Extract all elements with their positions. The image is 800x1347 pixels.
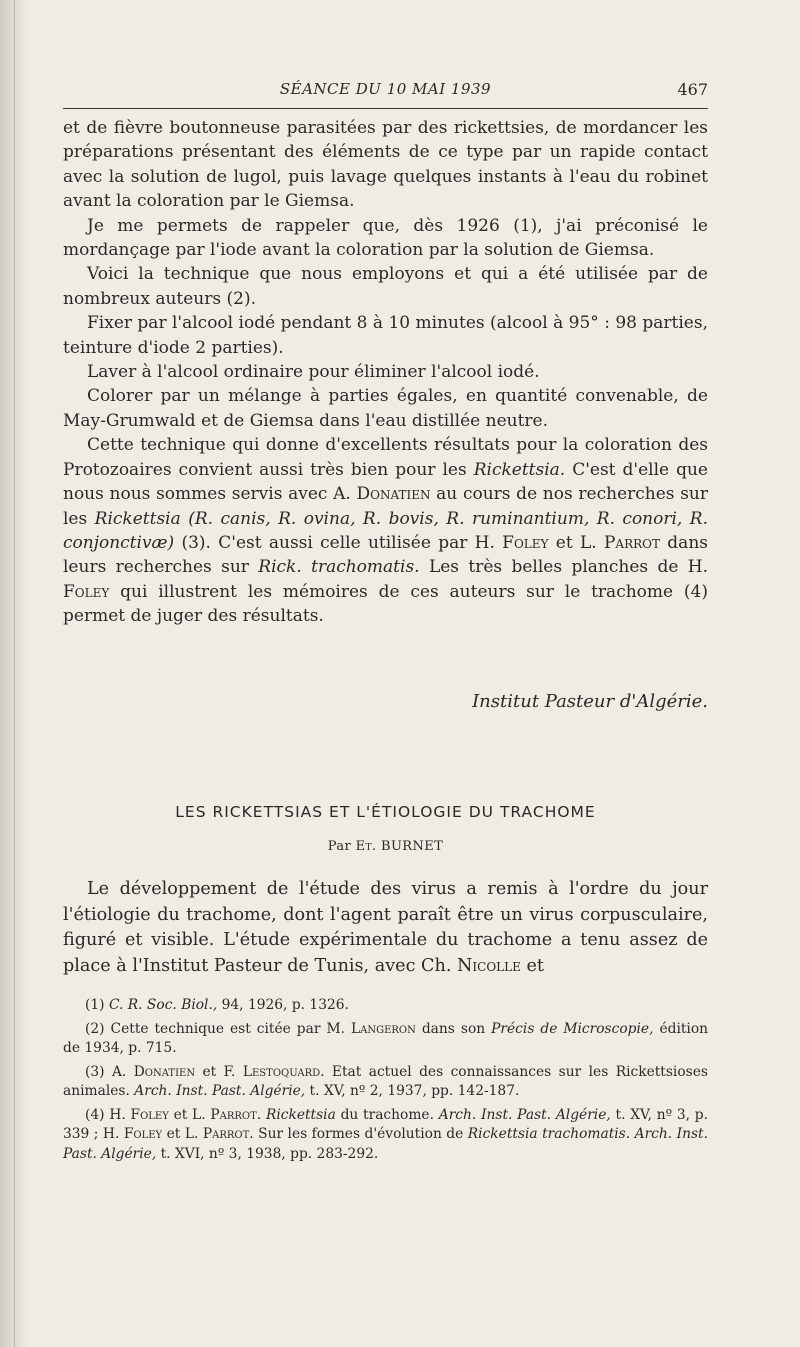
footnote-number: (3) (85, 1063, 112, 1080)
italic-run: C. R. Soc. Biol., (108, 997, 218, 1013)
text-run: Les très belles planches de H. (419, 557, 709, 578)
byline-par: Par (327, 839, 352, 854)
text-run: t. XV, nº 3, p. 339 ; H. (63, 1106, 708, 1142)
text-run: (3). C'est aussi celle utilisée par H. (174, 532, 503, 553)
text-run: qui illustrent les mémoires de ces auteurs sur le trachome (4) permet de juger des résultats. (63, 581, 708, 627)
text-run: C'est d'elle que nous nous sommes servis avec A. (63, 459, 708, 505)
footnote-4 (63, 1106, 708, 1165)
text-run: et L. (548, 532, 604, 553)
header-rule (63, 108, 708, 109)
author-name: Parrot (603, 532, 660, 553)
footnote-number: (2) (85, 1020, 111, 1037)
italic-run: Précis de Microscopie, (491, 1020, 654, 1037)
footnote-3 (63, 1063, 708, 1102)
author-name: Foley (63, 581, 110, 602)
paragraph-6: Colorer par un mélange à parties égales, en quantité convenable, de May-Grumwald et de Giemsa dans l'eau distillée neutre. (63, 386, 708, 431)
footnote-2 (63, 1020, 708, 1059)
text-run: Cette technique qui donne d'excellents résultats pour la coloration des Protozoaires convient aussi très bien pour les (63, 435, 708, 480)
author-name: Langeron (350, 1020, 416, 1037)
text-run: du trachome. (335, 1106, 439, 1123)
byline (63, 839, 708, 854)
italic-run: Rickettsia (265, 1106, 336, 1123)
body-text (63, 116, 708, 629)
text-run: . Etat actuel des connaissances sur les Rickettsioses animales. (63, 1063, 708, 1099)
intro-paragraph (63, 877, 708, 979)
affiliation: Institut Pasteur d'Algérie. (472, 691, 708, 712)
text-run: t. XVI, nº 3, 1938, pp. 283-292. (156, 1145, 379, 1162)
text-run: H. (109, 1106, 131, 1123)
paragraph-7 (63, 433, 708, 628)
section-intro (63, 877, 708, 979)
text-run: et L. (168, 1106, 211, 1123)
running-title: SÉANCE DU 10 MAI 1939 (279, 80, 492, 98)
paragraph-3: Voici la technique que nous employons et qui a été utilisée par de nombreux auteurs (2). (63, 264, 708, 309)
paragraph-5: Laver à l'alcool ordinaire pour éliminer l'alcool iodé. (87, 362, 540, 383)
page-number: 467 (677, 80, 708, 99)
author-name: Donatien (133, 1063, 196, 1080)
text-run: dans leurs recherches sur (63, 532, 708, 578)
text-run: Cette technique est citée par M. (110, 1020, 351, 1037)
book-spine-shadow (0, 0, 30, 1347)
footnote-number: (1) (85, 997, 109, 1013)
paragraph-4: Fixer par l'alcool iodé pendant 8 à 10 minutes (alcool à 95° : 98 parties, teinture d'iode 2 parties). (63, 313, 708, 358)
text-run: Le développement de l'étude des virus a remis à l'ordre du jour l'étiologie du trachome, dont l'agent paraît être un virus corpusculaire, figuré et visible. L'étude expérimentale du trachome a tenu assez de place à l'Institut Pasteur de Tunis, avec Ch. (63, 879, 708, 976)
author-name: Lestoquard (242, 1063, 321, 1080)
italic-run: Rickettsia trachomatis. Arch. Inst. Past. Algérie, (63, 1126, 708, 1162)
footnote-1 (63, 996, 708, 1016)
author-name: Foley (130, 1106, 169, 1123)
italic-run: Rickettsia (R. canis, R. ovina, R. bovis, R. ruminantium, R. conori, R. conjonctivæ) (63, 508, 708, 553)
author-name: Nicolle (457, 955, 521, 976)
italic-run: Rick. trachomatis. (258, 557, 420, 578)
text-run: . Sur les formes d'évolution de (249, 1126, 468, 1142)
section-title: LES RICKETTSIAS ET L'ÉTIOLOGIE DU TRACHOME (175, 803, 596, 821)
text-run: au cours de nos recherches sur les (63, 484, 708, 529)
paragraph-1: et de fièvre boutonneuse parasitées par des rickettsies, de mordancer les préparations présentant des éléments de ce type par un rapide contact avec la solution de lugol, puis lavage quelques instants à l'eau du robinet avant la coloration par le Giemsa. (63, 118, 708, 212)
text-run: et (520, 955, 544, 976)
text-run: et F. (195, 1063, 243, 1080)
spine-line (14, 0, 15, 1347)
text-run: édition de 1934, p. 715. (63, 1020, 709, 1056)
author-name: Donatien (356, 484, 431, 505)
text-run: dans son (415, 1020, 492, 1037)
author-name: Foley (502, 532, 549, 553)
author-name: Foley (123, 1126, 163, 1142)
text-run: A. (111, 1063, 134, 1080)
text-run: et L. (162, 1126, 203, 1142)
paragraph-2: Je me permets de rappeler que, dès 1926 (1), j'ai préconisé le mordançage par l'iode avant la coloration par la solution de Giemsa. (63, 215, 708, 261)
text-run: . (256, 1106, 266, 1123)
italic-run: Arch. Inst. Past. Algérie, (134, 1083, 306, 1099)
byline-author: Et. BURNET (355, 839, 444, 854)
footnote-number: (4) (85, 1106, 110, 1123)
italic-run: Arch. Inst. Past. Algérie, (438, 1106, 611, 1123)
text-run: 94, 1926, p. 1326. (217, 997, 349, 1013)
running-header (63, 80, 708, 108)
author-name: Parrot (210, 1106, 257, 1123)
footnotes (63, 996, 708, 1168)
text-run: t. XV, nº 2, 1937, pp. 142-187. (305, 1083, 520, 1099)
author-name: Parrot (202, 1126, 250, 1142)
italic-run: Rickettsia. (473, 459, 566, 480)
